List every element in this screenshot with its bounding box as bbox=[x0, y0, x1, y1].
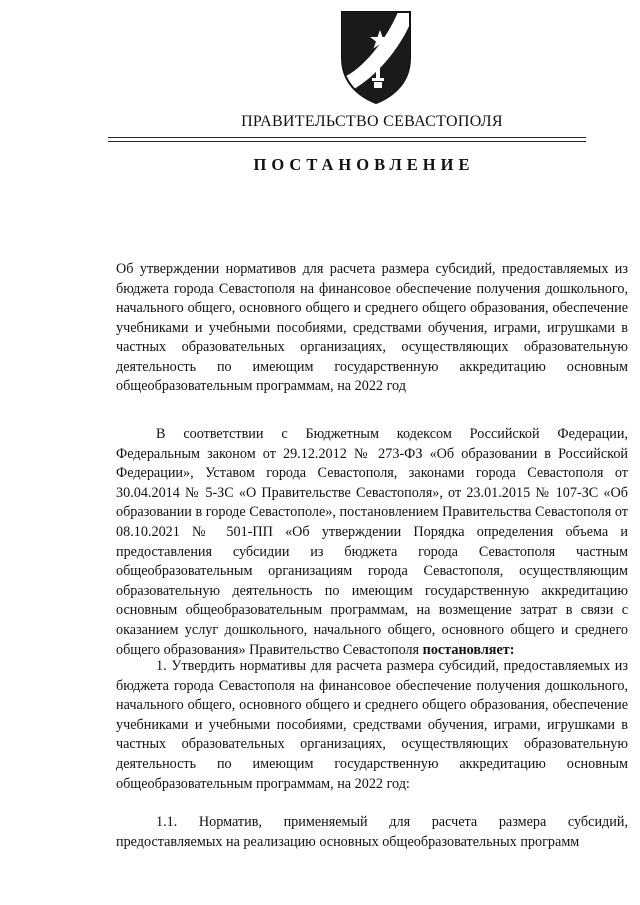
header-rule-bottom bbox=[108, 141, 586, 142]
preamble-text: В соответствии с Бюджетным кодексом Российской Федерации, Федеральным законом от 29.12.2012 № 273-ФЗ «Об образовании в Российской Федерации», Уставом города Севастополя, законами города Севастополя от 30.04.2014 № 5-ЗС «О Правительстве Севастополя», от 23.01.2015 № 107-ЗС «Об образовании в городе Севастополе», постановлением Правительства Севастополя от 08.10.2021 № 501-ПП «Об утверждении Порядка определения объема и предоставления субсидии из бюджета города Севастополя частным общеобразовательным организациям города Севастополя, осуществляющим образовательную деятельность по имеющим государственную аккредитацию основным общеобразовательным программам, на возмещение затрат в связи с оказанием услуг дошкольного, начального общего, основного общего и среднего общего образования» Правительство Севастополя bbox=[116, 426, 628, 658]
clause-1: 1. Утвердить нормативы для расчета размера субсидий, предоставляемых из бюджета города Севастополя на финансовое обеспечение получения дошкольного, начального общего, основного общего и среднего общего образования, обеспечение учебниками и учебными пособиями, средствами обучения, играми, игрушками в частных образовательных организациях, осуществляющих образовательную деятельность по имеющим государственную аккредитацию основным общеобразовательным программам, на 2022 год: bbox=[116, 658, 628, 792]
clause-1-1: 1.1. Норматив, применяемый для расчета размера субсидий, предоставляемых на реализацию основных общеобразовательных программ bbox=[116, 814, 628, 850]
decree-word: постановляет: bbox=[422, 641, 515, 658]
government-title: ПРАВИТЕЛЬСТВО СЕВАСТОПОЛЯ bbox=[241, 113, 503, 130]
preamble-paragraph bbox=[116, 425, 628, 660]
header-rule-top bbox=[108, 137, 586, 138]
document-subject: Об утверждении нормативов для расчета размера субсидий, предоставляемых из бюджета города Севастополя на финансовое обеспечение получения дошкольного, начального общего, основного общего и среднего общего образования, обеспечение учебниками и учебными пособиями, средствами обучения, играми, игрушками в частных образовательных организациях, осуществляющих образовательную деятельность по имеющим государственную аккредитацию основным общеобразовательным программам, на 2022 год bbox=[116, 261, 628, 394]
sevastopol-coat-of-arms-icon bbox=[336, 6, 416, 106]
document-type: ПОСТАНОВЛЕНИЕ bbox=[253, 155, 475, 174]
